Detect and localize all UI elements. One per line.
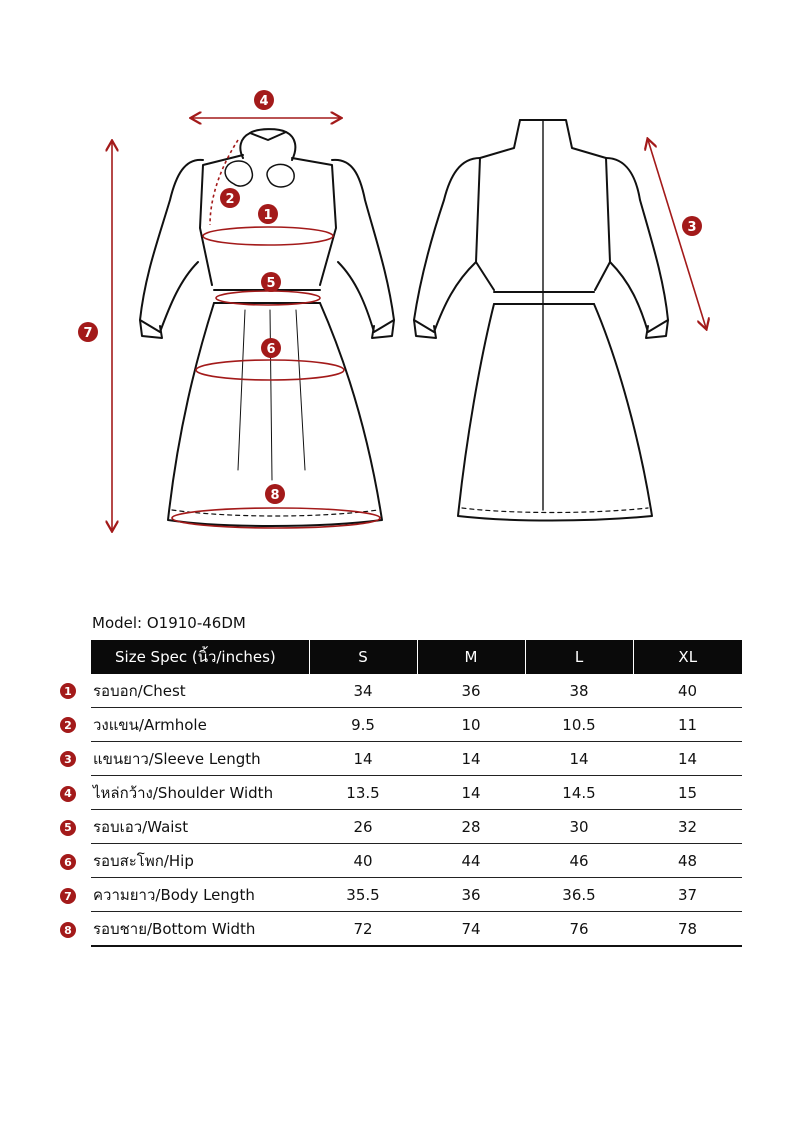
row-number-badge: 6 xyxy=(60,854,76,870)
marker-1 xyxy=(258,204,278,224)
measurement-value: 72 xyxy=(309,912,417,947)
header-size-xl: XL xyxy=(633,640,742,674)
table-row xyxy=(91,776,742,810)
table-row xyxy=(91,742,742,776)
svg-text:1: 1 xyxy=(263,208,273,223)
marker-8 xyxy=(265,484,285,504)
measurement-value: 28 xyxy=(417,810,525,844)
measurement-value: 10.5 xyxy=(525,708,633,742)
row-number-badge: 8 xyxy=(60,922,76,938)
measurement-value: 14 xyxy=(633,742,742,776)
measurement-value: 36 xyxy=(417,878,525,912)
measurement-label: รอบอก/Chest xyxy=(91,674,309,708)
header-size-l: L xyxy=(525,640,633,674)
measurement-value: 15 xyxy=(633,776,742,810)
measurement-value: 9.5 xyxy=(309,708,417,742)
row-number-badge: 4 xyxy=(60,786,76,802)
measurement-value: 37 xyxy=(633,878,742,912)
table-row xyxy=(91,844,742,878)
size-spec-table xyxy=(91,640,742,947)
svg-text:6: 6 xyxy=(266,342,276,357)
marker-3 xyxy=(682,216,702,236)
svg-text:7: 7 xyxy=(83,326,93,341)
measurement-label: ไหล่กว้าง/Shoulder Width xyxy=(91,776,309,810)
measurement-value: 10 xyxy=(417,708,525,742)
measurement-value: 38 xyxy=(525,674,633,708)
measurement-value: 11 xyxy=(633,708,742,742)
measurement-value: 14 xyxy=(309,742,417,776)
table-row xyxy=(91,708,742,742)
marker-6 xyxy=(261,338,281,358)
measurement-label: วงแขน/Armhole xyxy=(91,708,309,742)
row-number-badge: 5 xyxy=(60,820,76,836)
measurement-value: 40 xyxy=(309,844,417,878)
measurement-label: ความยาว/Body Length xyxy=(91,878,309,912)
measurement-label: รอบเอว/Waist xyxy=(91,810,309,844)
marker-5 xyxy=(261,272,281,292)
table-row xyxy=(91,912,742,947)
measurement-value: 46 xyxy=(525,844,633,878)
front-dress-sketch xyxy=(140,129,394,526)
measurement-value: 14 xyxy=(525,742,633,776)
model-label: Model: O1910-46DM xyxy=(92,614,246,632)
marker-2 xyxy=(220,188,240,208)
measurement-value: 76 xyxy=(525,912,633,947)
table-row xyxy=(91,810,742,844)
measure-hip-ellipse xyxy=(196,360,344,380)
header-size-spec: Size Spec (นิ้ว/inches) xyxy=(91,640,309,674)
measurement-label: รอบสะโพก/Hip xyxy=(91,844,309,878)
measurement-value: 14.5 xyxy=(525,776,633,810)
table-header-row xyxy=(91,640,742,674)
marker-4 xyxy=(254,90,274,110)
marker-7 xyxy=(78,322,98,342)
measurement-value: 40 xyxy=(633,674,742,708)
row-number-badge: 2 xyxy=(60,717,76,733)
measurement-value: 32 xyxy=(633,810,742,844)
measurement-value: 14 xyxy=(417,776,525,810)
table-row xyxy=(91,878,742,912)
measurement-value: 14 xyxy=(417,742,525,776)
measurement-value: 35.5 xyxy=(309,878,417,912)
svg-text:8: 8 xyxy=(270,488,280,503)
header-size-m: M xyxy=(417,640,525,674)
measurement-value: 36.5 xyxy=(525,878,633,912)
row-number-badge: 7 xyxy=(60,888,76,904)
table-row xyxy=(91,674,742,708)
svg-text:4: 4 xyxy=(259,94,269,109)
svg-text:3: 3 xyxy=(687,220,697,235)
measurement-value: 78 xyxy=(633,912,742,947)
measurement-value: 74 xyxy=(417,912,525,947)
svg-text:2: 2 xyxy=(225,192,235,207)
svg-text:5: 5 xyxy=(266,276,276,291)
header-size-s: S xyxy=(309,640,417,674)
row-number-badge: 1 xyxy=(60,683,76,699)
measurement-value: 48 xyxy=(633,844,742,878)
measurement-value: 26 xyxy=(309,810,417,844)
measurement-label: รอบชาย/Bottom Width xyxy=(91,912,309,947)
measurement-value: 44 xyxy=(417,844,525,878)
measurement-value: 34 xyxy=(309,674,417,708)
measurement-value: 13.5 xyxy=(309,776,417,810)
measurement-value: 36 xyxy=(417,674,525,708)
measure-armhole-line xyxy=(210,140,238,225)
row-number-badge: 3 xyxy=(60,751,76,767)
measure-chest-ellipse xyxy=(203,227,333,245)
measurement-label: แขนยาว/Sleeve Length xyxy=(91,742,309,776)
measurement-value: 30 xyxy=(525,810,633,844)
back-dress-sketch xyxy=(414,120,668,521)
